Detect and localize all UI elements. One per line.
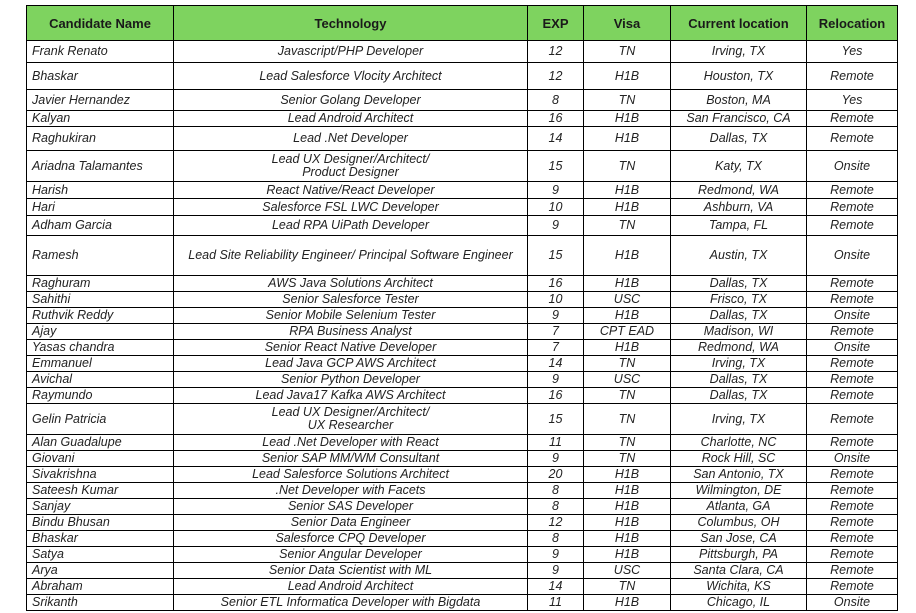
cell-current-location: Dallas, TX bbox=[671, 388, 807, 404]
cell-relocation: Remote bbox=[807, 499, 898, 515]
table-row bbox=[27, 199, 898, 216]
cell-candidate-name: Satya bbox=[27, 547, 174, 563]
cell-relocation: Remote bbox=[807, 372, 898, 388]
cell-candidate-name: Sanjay bbox=[27, 499, 174, 515]
cell-current-location: Boston, MA bbox=[671, 90, 807, 111]
cell-visa: H1B bbox=[584, 547, 671, 563]
table-row bbox=[27, 579, 898, 595]
cell-current-location: Atlanta, GA bbox=[671, 499, 807, 515]
cell-technology: Senior Python Developer bbox=[174, 372, 528, 388]
cell-relocation: Onsite bbox=[807, 236, 898, 276]
cell-relocation: Remote bbox=[807, 199, 898, 216]
cell-visa: CPT EAD bbox=[584, 324, 671, 340]
cell-current-location: Houston, TX bbox=[671, 63, 807, 90]
cell-visa: USC bbox=[584, 563, 671, 579]
table-row bbox=[27, 595, 898, 611]
table-row bbox=[27, 63, 898, 90]
cell-visa: H1B bbox=[584, 483, 671, 499]
cell-relocation: Remote bbox=[807, 579, 898, 595]
cell-visa: H1B bbox=[584, 111, 671, 127]
cell-relocation: Remote bbox=[807, 276, 898, 292]
cell-candidate-name: Javier Hernandez bbox=[27, 90, 174, 111]
cell-visa: TN bbox=[584, 451, 671, 467]
header-candidate-name: Candidate Name bbox=[27, 6, 174, 41]
cell-current-location: Columbus, OH bbox=[671, 515, 807, 531]
cell-candidate-name: Yasas chandra bbox=[27, 340, 174, 356]
cell-candidate-name: Kalyan bbox=[27, 111, 174, 127]
cell-exp: 9 bbox=[528, 547, 584, 563]
cell-current-location: San Francisco, CA bbox=[671, 111, 807, 127]
cell-current-location: Redmond, WA bbox=[671, 340, 807, 356]
cell-current-location: Dallas, TX bbox=[671, 308, 807, 324]
cell-relocation: Remote bbox=[807, 404, 898, 435]
table-row bbox=[27, 276, 898, 292]
cell-technology: RPA Business Analyst bbox=[174, 324, 528, 340]
cell-technology: Lead Android Architect bbox=[174, 111, 528, 127]
cell-technology: Senior SAS Developer bbox=[174, 499, 528, 515]
cell-candidate-name: Srikanth bbox=[27, 595, 174, 611]
cell-technology: Senior SAP MM/WM Consultant bbox=[174, 451, 528, 467]
header-technology: Technology bbox=[174, 6, 528, 41]
cell-candidate-name: Raghuram bbox=[27, 276, 174, 292]
cell-exp: 16 bbox=[528, 388, 584, 404]
cell-relocation: Remote bbox=[807, 515, 898, 531]
table-row bbox=[27, 531, 898, 547]
cell-visa: TN bbox=[584, 41, 671, 63]
cell-technology: React Native/React Developer bbox=[174, 182, 528, 199]
cell-exp: 7 bbox=[528, 324, 584, 340]
cell-technology: Senior Mobile Selenium Tester bbox=[174, 308, 528, 324]
cell-exp: 14 bbox=[528, 579, 584, 595]
cell-visa: H1B bbox=[584, 595, 671, 611]
cell-relocation: Remote bbox=[807, 467, 898, 483]
cell-current-location: Irving, TX bbox=[671, 356, 807, 372]
table-row bbox=[27, 292, 898, 308]
cell-exp: 20 bbox=[528, 467, 584, 483]
cell-current-location: Redmond, WA bbox=[671, 182, 807, 199]
cell-visa: H1B bbox=[584, 515, 671, 531]
cell-relocation: Yes bbox=[807, 41, 898, 63]
cell-technology: Senior Data Scientist with ML bbox=[174, 563, 528, 579]
cell-current-location: Austin, TX bbox=[671, 236, 807, 276]
table-row bbox=[27, 483, 898, 499]
cell-candidate-name: Harish bbox=[27, 182, 174, 199]
cell-candidate-name: Hari bbox=[27, 199, 174, 216]
table-row bbox=[27, 216, 898, 236]
cell-candidate-name: Avichal bbox=[27, 372, 174, 388]
cell-visa: USC bbox=[584, 292, 671, 308]
cell-visa: H1B bbox=[584, 499, 671, 515]
cell-technology: Senior ETL Informatica Developer with Bigdata bbox=[174, 595, 528, 611]
cell-exp: 16 bbox=[528, 276, 584, 292]
cell-exp: 10 bbox=[528, 199, 584, 216]
cell-visa: TN bbox=[584, 404, 671, 435]
cell-exp: 12 bbox=[528, 41, 584, 63]
cell-candidate-name: Sahithi bbox=[27, 292, 174, 308]
cell-relocation: Remote bbox=[807, 216, 898, 236]
table-row bbox=[27, 388, 898, 404]
cell-relocation: Remote bbox=[807, 531, 898, 547]
header-current-location: Current location bbox=[671, 6, 807, 41]
cell-visa: H1B bbox=[584, 182, 671, 199]
cell-current-location: Dallas, TX bbox=[671, 372, 807, 388]
cell-technology: Lead .Net Developer with React bbox=[174, 435, 528, 451]
cell-candidate-name: Sateesh Kumar bbox=[27, 483, 174, 499]
cell-visa: H1B bbox=[584, 236, 671, 276]
cell-relocation: Remote bbox=[807, 563, 898, 579]
cell-technology: Senior Data Engineer bbox=[174, 515, 528, 531]
table-row bbox=[27, 111, 898, 127]
cell-current-location: Tampa, FL bbox=[671, 216, 807, 236]
cell-technology: Lead UX Designer/Architect/ Product Designer bbox=[174, 151, 528, 182]
cell-candidate-name: Adham Garcia bbox=[27, 216, 174, 236]
cell-visa: H1B bbox=[584, 127, 671, 151]
cell-technology: Lead RPA UiPath Developer bbox=[174, 216, 528, 236]
cell-technology: Lead Android Architect bbox=[174, 579, 528, 595]
cell-exp: 8 bbox=[528, 483, 584, 499]
cell-technology: Senior Salesforce Tester bbox=[174, 292, 528, 308]
header-exp: EXP bbox=[528, 6, 584, 41]
cell-technology: Senior Angular Developer bbox=[174, 547, 528, 563]
cell-candidate-name: Bhaskar bbox=[27, 63, 174, 90]
cell-current-location: San Antonio, TX bbox=[671, 467, 807, 483]
table-row bbox=[27, 340, 898, 356]
cell-exp: 14 bbox=[528, 127, 584, 151]
cell-technology: Lead Salesforce Solutions Architect bbox=[174, 467, 528, 483]
table-row bbox=[27, 90, 898, 111]
cell-technology: AWS Java Solutions Architect bbox=[174, 276, 528, 292]
cell-current-location: Wichita, KS bbox=[671, 579, 807, 595]
cell-exp: 9 bbox=[528, 451, 584, 467]
cell-exp: 9 bbox=[528, 563, 584, 579]
table-row bbox=[27, 308, 898, 324]
cell-candidate-name: Arya bbox=[27, 563, 174, 579]
cell-exp: 15 bbox=[528, 404, 584, 435]
cell-exp: 8 bbox=[528, 499, 584, 515]
cell-technology: Lead Java17 Kafka AWS Architect bbox=[174, 388, 528, 404]
cell-candidate-name: Ariadna Talamantes bbox=[27, 151, 174, 182]
table-row bbox=[27, 451, 898, 467]
cell-relocation: Onsite bbox=[807, 451, 898, 467]
cell-exp: 8 bbox=[528, 531, 584, 547]
cell-candidate-name: Ramesh bbox=[27, 236, 174, 276]
table-row bbox=[27, 151, 898, 182]
candidate-table-container bbox=[26, 5, 898, 611]
cell-relocation: Remote bbox=[807, 182, 898, 199]
cell-visa: H1B bbox=[584, 340, 671, 356]
cell-relocation: Remote bbox=[807, 324, 898, 340]
cell-exp: 9 bbox=[528, 216, 584, 236]
table-header-row bbox=[27, 6, 898, 41]
cell-visa: H1B bbox=[584, 308, 671, 324]
cell-current-location: Charlotte, NC bbox=[671, 435, 807, 451]
cell-current-location: Wilmington, DE bbox=[671, 483, 807, 499]
cell-candidate-name: Emmanuel bbox=[27, 356, 174, 372]
cell-exp: 15 bbox=[528, 151, 584, 182]
cell-visa: USC bbox=[584, 372, 671, 388]
cell-candidate-name: Abraham bbox=[27, 579, 174, 595]
cell-visa: TN bbox=[584, 579, 671, 595]
cell-exp: 9 bbox=[528, 182, 584, 199]
cell-current-location: Dallas, TX bbox=[671, 127, 807, 151]
table-row bbox=[27, 41, 898, 63]
cell-candidate-name: Gelin Patricia bbox=[27, 404, 174, 435]
cell-current-location: Santa Clara, CA bbox=[671, 563, 807, 579]
cell-current-location: Dallas, TX bbox=[671, 276, 807, 292]
table-row bbox=[27, 515, 898, 531]
table-row bbox=[27, 563, 898, 579]
cell-candidate-name: Sivakrishna bbox=[27, 467, 174, 483]
cell-candidate-name: Giovani bbox=[27, 451, 174, 467]
cell-current-location: Irving, TX bbox=[671, 404, 807, 435]
cell-exp: 14 bbox=[528, 356, 584, 372]
cell-technology: Lead UX Designer/Architect/ UX Researcher bbox=[174, 404, 528, 435]
table-row bbox=[27, 356, 898, 372]
cell-current-location: Ashburn, VA bbox=[671, 199, 807, 216]
cell-technology: Lead .Net Developer bbox=[174, 127, 528, 151]
cell-visa: H1B bbox=[584, 531, 671, 547]
cell-exp: 11 bbox=[528, 435, 584, 451]
cell-visa: H1B bbox=[584, 199, 671, 216]
cell-current-location: Madison, WI bbox=[671, 324, 807, 340]
cell-visa: H1B bbox=[584, 63, 671, 90]
cell-visa: TN bbox=[584, 388, 671, 404]
cell-technology: Senior Golang Developer bbox=[174, 90, 528, 111]
table-row bbox=[27, 236, 898, 276]
cell-exp: 7 bbox=[528, 340, 584, 356]
cell-candidate-name: Bhaskar bbox=[27, 531, 174, 547]
cell-relocation: Onsite bbox=[807, 308, 898, 324]
cell-relocation: Yes bbox=[807, 90, 898, 111]
cell-technology: Lead Java GCP AWS Architect bbox=[174, 356, 528, 372]
cell-current-location: San Jose, CA bbox=[671, 531, 807, 547]
cell-technology: Senior React Native Developer bbox=[174, 340, 528, 356]
cell-candidate-name: Ajay bbox=[27, 324, 174, 340]
cell-visa: TN bbox=[584, 90, 671, 111]
cell-current-location: Frisco, TX bbox=[671, 292, 807, 308]
cell-exp: 9 bbox=[528, 308, 584, 324]
table-row bbox=[27, 127, 898, 151]
cell-candidate-name: Bindu Bhusan bbox=[27, 515, 174, 531]
cell-exp: 16 bbox=[528, 111, 584, 127]
cell-technology: Salesforce FSL LWC Developer bbox=[174, 199, 528, 216]
table-row bbox=[27, 467, 898, 483]
cell-candidate-name: Raghukiran bbox=[27, 127, 174, 151]
header-visa: Visa bbox=[584, 6, 671, 41]
cell-relocation: Remote bbox=[807, 292, 898, 308]
cell-candidate-name: Raymundo bbox=[27, 388, 174, 404]
table-row bbox=[27, 372, 898, 388]
cell-visa: TN bbox=[584, 151, 671, 182]
cell-exp: 8 bbox=[528, 90, 584, 111]
cell-exp: 15 bbox=[528, 236, 584, 276]
cell-current-location: Katy, TX bbox=[671, 151, 807, 182]
cell-relocation: Remote bbox=[807, 63, 898, 90]
cell-current-location: Pittsburgh, PA bbox=[671, 547, 807, 563]
table-body bbox=[27, 41, 898, 611]
cell-relocation: Remote bbox=[807, 388, 898, 404]
cell-technology: Javascript/PHP Developer bbox=[174, 41, 528, 63]
cell-visa: TN bbox=[584, 216, 671, 236]
cell-technology: Lead Salesforce Vlocity Architect bbox=[174, 63, 528, 90]
header-relocation: Relocation bbox=[807, 6, 898, 41]
cell-relocation: Remote bbox=[807, 356, 898, 372]
cell-visa: TN bbox=[584, 435, 671, 451]
table-row bbox=[27, 182, 898, 199]
cell-exp: 11 bbox=[528, 595, 584, 611]
cell-relocation: Onsite bbox=[807, 595, 898, 611]
candidate-table bbox=[26, 5, 898, 611]
cell-candidate-name: Alan Guadalupe bbox=[27, 435, 174, 451]
cell-current-location: Chicago, IL bbox=[671, 595, 807, 611]
table-row bbox=[27, 499, 898, 515]
table-row bbox=[27, 547, 898, 563]
cell-relocation: Onsite bbox=[807, 340, 898, 356]
cell-exp: 12 bbox=[528, 515, 584, 531]
table-row bbox=[27, 404, 898, 435]
table-row bbox=[27, 435, 898, 451]
cell-relocation: Remote bbox=[807, 547, 898, 563]
cell-relocation: Remote bbox=[807, 127, 898, 151]
cell-technology: .Net Developer with Facets bbox=[174, 483, 528, 499]
cell-relocation: Remote bbox=[807, 483, 898, 499]
cell-exp: 12 bbox=[528, 63, 584, 90]
cell-visa: H1B bbox=[584, 276, 671, 292]
cell-technology: Lead Site Reliability Engineer/ Principal Software Engineer bbox=[174, 236, 528, 276]
table-row bbox=[27, 324, 898, 340]
cell-relocation: Onsite bbox=[807, 151, 898, 182]
cell-relocation: Remote bbox=[807, 111, 898, 127]
cell-visa: H1B bbox=[584, 467, 671, 483]
cell-current-location: Rock Hill, SC bbox=[671, 451, 807, 467]
cell-visa: TN bbox=[584, 356, 671, 372]
cell-exp: 9 bbox=[528, 372, 584, 388]
cell-exp: 10 bbox=[528, 292, 584, 308]
cell-current-location: Irving, TX bbox=[671, 41, 807, 63]
cell-candidate-name: Frank Renato bbox=[27, 41, 174, 63]
cell-relocation: Remote bbox=[807, 435, 898, 451]
cell-candidate-name: Ruthvik Reddy bbox=[27, 308, 174, 324]
cell-technology: Salesforce CPQ Developer bbox=[174, 531, 528, 547]
